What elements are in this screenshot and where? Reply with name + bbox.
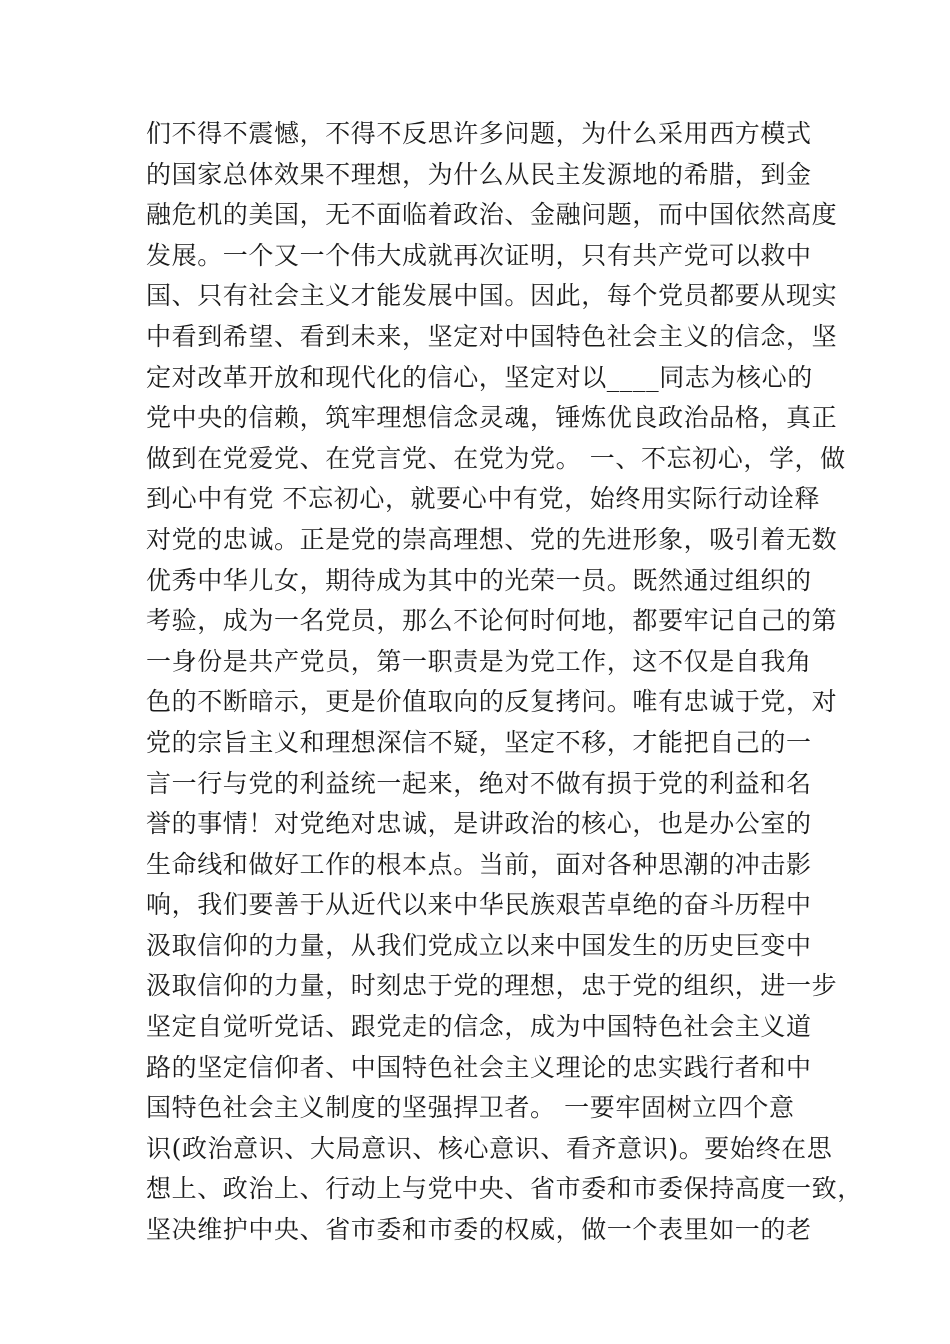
- text-line: 做到在党爱党、在党言党、在党为党。 一、不忘初心，学，做: [146, 443, 846, 473]
- text-line: 汲取信仰的力量，从我们党成立以来中国发生的历史巨变中: [146, 930, 812, 960]
- text-line: 党的宗旨主义和理想深信不疑，坚定不移，才能把自己的一: [146, 727, 812, 757]
- text-line: 优秀中华儿女，期待成为其中的光荣一员。既然通过组织的: [146, 565, 812, 595]
- text-line: 一身份是共产党员，第一职责是为党工作，这不仅是自我角: [146, 646, 812, 676]
- text-line: 们不得不震憾，不得不反思许多问题，为什么采用西方模式: [146, 119, 812, 148]
- text-line: 识(政治意识、大局意识、核心意识、看齐意识)。要始终在思: [146, 1133, 833, 1163]
- text-line: 党中央的信赖，筑牢理想信念灵魂，锤炼优良政治品格，真正: [146, 403, 838, 433]
- text-line: 坚定自觉听党话、跟党走的信念，成为中国特色社会主义道: [146, 1012, 812, 1042]
- text-line: 汲取信仰的力量，时刻忠于党的理想，忠于党的组织，进一步: [146, 971, 838, 1001]
- text-line: 的国家总体效果不理想，为什么从民主发源地的希腊，到金: [146, 159, 812, 189]
- text-line: 发展。一个又一个伟大成就再次证明，只有共产党可以救中: [146, 240, 812, 270]
- text-line: 定对改革开放和现代化的信心，坚定对以____同志为核心的: [146, 362, 813, 392]
- text-line: 融危机的美国，无不面临着政治、金融问题，而中国依然高度: [146, 200, 838, 230]
- text-line: 对党的忠诚。正是党的崇高理想、党的先进形象，吸引着无数: [146, 524, 838, 554]
- text-line: 生命线和做好工作的根本点。当前，面对各种思潮的冲击影: [146, 849, 812, 879]
- text-line: 路的坚定信仰者、中国特色社会主义理论的忠实践行者和中: [146, 1052, 812, 1082]
- text-line: 想上、政治上、行动上与党中央、省市委和市委保持高度一致，: [146, 1174, 863, 1204]
- text-line: 国、只有社会主义才能发展中国。因此，每个党员都要从现实: [146, 281, 838, 311]
- text-line: 国特色社会主义制度的坚强捍卫者。 一要牢固树立四个意: [146, 1093, 795, 1123]
- text-line: 色的不断暗示，更是价值取向的反复拷问。唯有忠诚于党，对: [146, 687, 838, 717]
- body-text: [146, 114, 863, 1251]
- text-line: 誉的事情！对党绝对忠诚，是讲政治的核心，也是办公室的: [146, 809, 812, 839]
- text-line: 言一行与党的利益统一起来，绝对不做有损于党的利益和名: [146, 768, 812, 798]
- text-line: 响，我们要善于从近代以来中华民族艰苦卓绝的奋斗历程中: [146, 890, 812, 920]
- text-line: 中看到希望、看到未来，坚定对中国特色社会主义的信念，坚: [146, 321, 838, 351]
- text-line: 坚决维护中央、省市委和市委的权威，做一个表里如一的老: [146, 1215, 812, 1245]
- text-line: 到心中有党 不忘初心，就要心中有党，始终用实际行动诠释: [146, 484, 821, 514]
- text-line: 考验，成为一名党员，那么不论何时何地，都要牢记自己的第: [146, 606, 838, 636]
